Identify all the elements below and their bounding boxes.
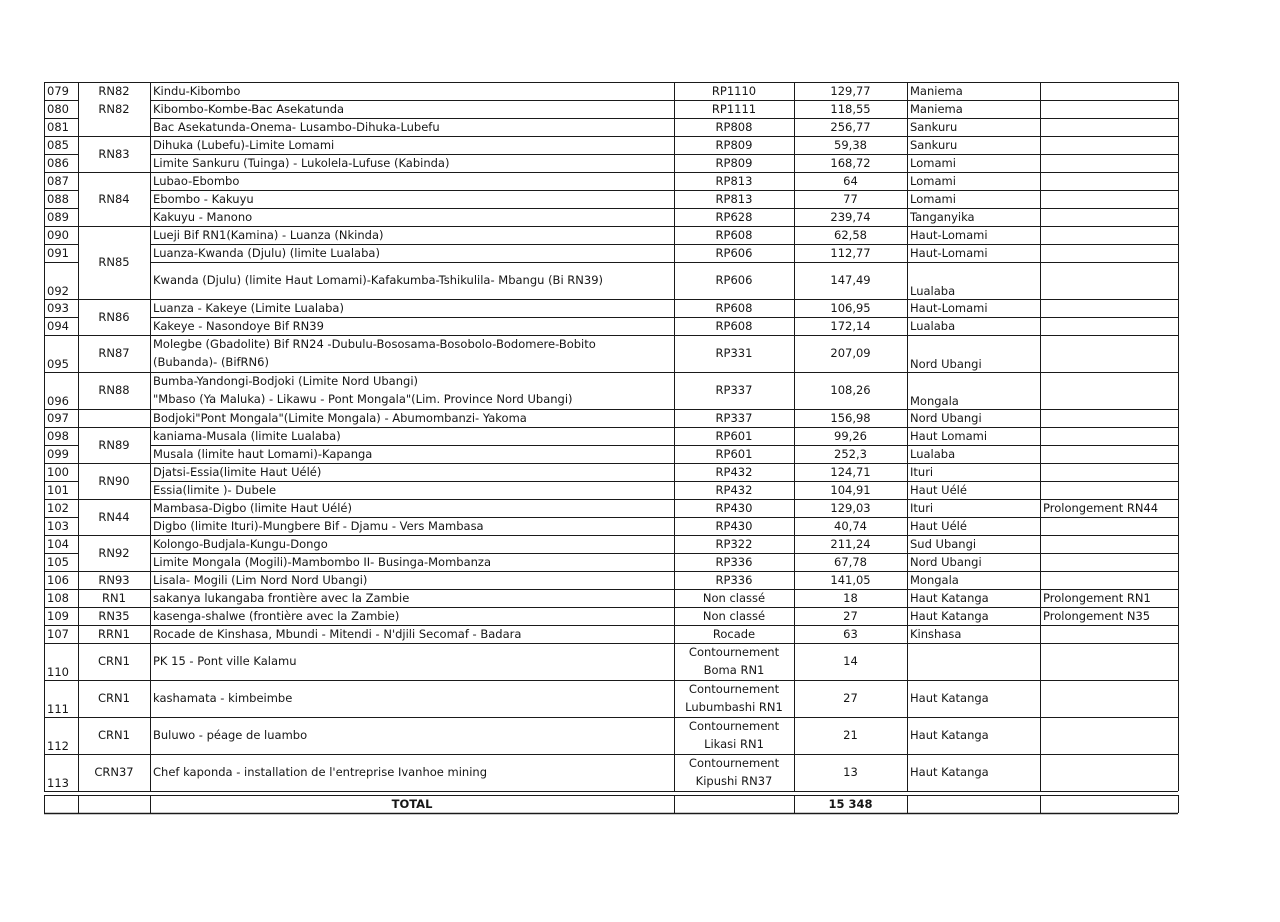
route-description: Kolongo-Budjala-Kungu-Dongo [153, 536, 328, 551]
province: Mongala [910, 394, 959, 408]
road-classification: RP601 [715, 446, 753, 461]
row-number: 086 [47, 155, 69, 170]
observation [1040, 553, 1178, 571]
row-number: 088 [47, 191, 69, 206]
length-km: 141,05 [830, 572, 871, 587]
observation [1040, 717, 1178, 754]
road-number: CRN37 [94, 765, 134, 779]
road-classification-line2: Lubumbashi RN1 [685, 700, 783, 715]
route-description: Molegbe (Gbadolite) Bif RN24 -Dubulu-Bososama-Bosobolo-Bodomere-Bobito [153, 336, 596, 351]
province: Haut Uélé [910, 518, 967, 533]
province: Haut-Lomami [910, 245, 988, 260]
observation: Prolongement RN44 [1043, 500, 1159, 515]
road-classification: RP336 [715, 554, 753, 569]
province: Sud Ubangi [910, 536, 977, 551]
length-km: 239,74 [830, 209, 871, 224]
row-number: 097 [47, 410, 69, 425]
row-number: 106 [47, 572, 69, 587]
province: Haut Katanga [910, 765, 989, 779]
length-km: 99,26 [834, 428, 867, 443]
length-km: 21 [843, 728, 858, 742]
route-description: Luanza - Kakeye (Limite Lualaba) [153, 300, 344, 315]
road-classification: RP322 [715, 536, 753, 551]
route-description: Lueji Bif RN1(Kamina) - Luanza (Nkinda) [153, 227, 384, 242]
province: Nord Ubangi [910, 357, 982, 371]
province: Nord Ubangi [910, 554, 982, 569]
observation: Prolongement RN1 [1043, 590, 1151, 605]
length-km: 27 [843, 608, 858, 623]
length-km: 40,74 [834, 518, 867, 533]
road-classification: RP331 [715, 346, 753, 360]
road-classification: RP808 [715, 119, 753, 134]
route-description: Buluwo - péage de luambo [153, 728, 308, 742]
length-km: 129,77 [830, 83, 871, 98]
length-km: 207,09 [830, 346, 871, 360]
length-km: 112,77 [830, 245, 871, 260]
province: Lualaba [910, 284, 956, 298]
row-number: 100 [47, 464, 69, 479]
observation [1040, 571, 1178, 589]
province: Haut Uélé [910, 482, 967, 497]
row-number: 090 [47, 227, 69, 242]
length-km: 64 [843, 173, 858, 188]
road-classification: Contournement [688, 718, 780, 733]
length-km: 252,3 [834, 446, 867, 461]
observation [1040, 118, 1178, 136]
route-description: Bumba-Yandongi-Bodjoki (Limite Nord Ubangi) [153, 373, 418, 388]
route-description: Lubao-Ebombo [153, 173, 240, 188]
row-number: 079 [47, 83, 69, 98]
road-classification: RP432 [715, 482, 753, 497]
row-number: 098 [47, 428, 69, 443]
province: Nord Ubangi [910, 410, 982, 425]
length-km: 168,72 [830, 155, 871, 170]
observation [1040, 335, 1178, 372]
province: Lualaba [910, 318, 956, 333]
observation [1040, 100, 1178, 118]
road-number: RN88 [98, 383, 130, 397]
observation: Prolongement N35 [1043, 608, 1151, 623]
road-number: RN93 [98, 572, 130, 587]
route-description: Rocade de Kinshasa, Mbundi - Mitendi - N'djili Secomaf - Badara [153, 626, 522, 641]
observation [1040, 409, 1178, 427]
observation [1040, 517, 1178, 535]
observation [1040, 208, 1178, 226]
route-description-line2: (Bubanda)- (BifRN6) [153, 355, 269, 370]
length-km: 77 [843, 191, 858, 206]
length-km: 156,98 [830, 410, 871, 425]
length-km: 147,49 [830, 273, 871, 287]
length-km: 63 [843, 626, 858, 641]
row-number: 110 [47, 665, 69, 679]
route-description: Kakeye - Nasondoye Bif RN39 [153, 318, 324, 333]
observation [1040, 643, 1178, 680]
route-description: Kwanda (Djulu) (limite Haut Lomami)-Kafakumba-Tshikulila- Mbangu (Bi RN39) [153, 273, 604, 287]
route-description: Bac Asekatunda-Onema- Lusambo-Dihuka-Lubefu [153, 119, 440, 134]
total-label: TOTAL [391, 796, 433, 811]
province: Haut Katanga [910, 691, 989, 705]
row-number: 109 [47, 608, 69, 623]
route-description: kashamata - kimbeimbe [153, 691, 293, 705]
route-description: Luanza-Kwanda (Djulu) (limite Lualaba) [153, 245, 380, 260]
road-classification: RP336 [715, 572, 753, 587]
route-description: Limite Sankuru (Tuinga) - Lukolela-Lufuse (Kabinda) [153, 155, 450, 170]
province: Lomami [910, 155, 956, 170]
route-description: Chef kaponda - installation de l'entreprise Ivanhoe mining [153, 765, 487, 779]
road-number: RN82 [98, 101, 130, 116]
row-number: 091 [47, 245, 69, 260]
observation [1040, 317, 1178, 335]
observation [1040, 299, 1178, 317]
observation [1040, 754, 1178, 791]
observation [1040, 427, 1178, 445]
road-number: CRN1 [98, 654, 130, 668]
length-km: 67,78 [834, 554, 867, 569]
road-number: RN83 [98, 146, 130, 161]
road-classification: Rocade [712, 626, 756, 641]
row-number: 102 [47, 500, 69, 515]
route-description: Digbo (limite Ituri)-Mungbere Bif - Djamu - Vers Mambasa [153, 518, 484, 533]
road-classification: RP813 [715, 173, 753, 188]
province: Sankuru [910, 137, 958, 152]
province: Sankuru [910, 119, 958, 134]
observation [1040, 172, 1178, 190]
length-km: 124,71 [830, 464, 871, 479]
road-classification: RP337 [715, 383, 753, 397]
route-description: sakanya lukangaba frontière avec la Zambie [153, 590, 410, 605]
length-km: 106,95 [830, 300, 871, 315]
observation [1040, 244, 1178, 262]
row-number: 092 [47, 284, 69, 298]
road-number: RN84 [98, 191, 130, 206]
province: Ituri [910, 464, 934, 479]
road-number: RN86 [98, 309, 130, 324]
route-description: Djatsi-Essia(limite Haut Uélé) [153, 464, 322, 479]
observation [1040, 154, 1178, 172]
route-description: Essia(limite )- Dubele [153, 482, 277, 497]
road-classification-line2: Kipushi RN37 [695, 774, 773, 789]
province: Lomami [910, 191, 956, 206]
row-number: 081 [47, 119, 69, 134]
length-km: 108,26 [830, 383, 871, 397]
route-description: Bodjoki"Pont Mongala"(Limite Mongala) - Abumombanzi- Yakoma [153, 410, 527, 425]
observation [1040, 226, 1178, 244]
road-classification: RP809 [715, 155, 753, 170]
observation [1040, 481, 1178, 499]
row-number: 111 [47, 702, 69, 716]
province: Lomami [910, 173, 956, 188]
province: Tanganyika [910, 209, 975, 224]
length-km: 211,24 [830, 536, 871, 551]
observation [1040, 445, 1178, 463]
road-classification: RP809 [715, 137, 753, 152]
route-description: Kindu-Kibombo [153, 83, 241, 98]
road-number: RN85 [98, 255, 130, 269]
road-number: RN90 [98, 473, 130, 488]
length-km: 14 [843, 654, 858, 668]
road-classification: RP608 [715, 227, 753, 242]
road-number: RN82 [98, 83, 130, 98]
route-description: Lisala- Mogili (Lim Nord Nord Ubangi) [153, 572, 368, 587]
road-classification: RP601 [715, 428, 753, 443]
road-number: CRN1 [98, 728, 130, 742]
route-description: Ebombo - Kakuyu [153, 191, 254, 206]
province: Ituri [910, 500, 934, 515]
row-number: 085 [47, 137, 69, 152]
road-classification: RP813 [715, 191, 753, 206]
length-km: 104,91 [830, 482, 871, 497]
route-description: kaniama-Musala (limite Lualaba) [153, 428, 341, 443]
row-number: 096 [47, 394, 69, 408]
province: Maniema [910, 101, 963, 116]
length-km: 118,55 [830, 101, 871, 116]
observation [1040, 136, 1178, 154]
row-number: 087 [47, 173, 69, 188]
row-number: 112 [47, 739, 69, 753]
route-description: Musala (limite haut Lomami)-Kapanga [153, 446, 373, 461]
observation [1040, 625, 1178, 643]
road-number: RN35 [98, 608, 130, 623]
province: Haut Katanga [910, 728, 989, 742]
row-number: 107 [47, 626, 69, 641]
road-classification: RP628 [715, 209, 753, 224]
observation [1040, 190, 1178, 208]
row-number: 104 [47, 536, 69, 551]
route-description-line2: "Mbaso (Ya Maluka) - Likawu - Pont Mongala"(Lim. Province Nord Ubangi) [153, 392, 573, 407]
road-number: RN44 [98, 509, 130, 524]
road-classification: Contournement [688, 755, 780, 770]
row-number: 093 [47, 300, 69, 315]
road-classification-line2: Likasi RN1 [704, 737, 764, 752]
province: Mongala [910, 572, 959, 587]
observation [1040, 82, 1178, 100]
length-km: 13 [843, 765, 858, 779]
row-number: 080 [47, 101, 69, 116]
row-number: 108 [47, 590, 69, 605]
road-number: RN1 [102, 590, 126, 605]
road-classification: RP432 [715, 464, 753, 479]
length-km: 256,77 [830, 119, 871, 134]
road-table [44, 82, 1178, 824]
observation [1040, 262, 1178, 299]
route-description: Dihuka (Lubefu)-Limite Lomami [153, 137, 335, 152]
row-number: 105 [47, 554, 69, 569]
road-classification: Contournement [688, 644, 780, 659]
length-km: 18 [843, 590, 858, 605]
row-number: 094 [47, 318, 69, 333]
route-description: PK 15 - Pont ville Kalamu [153, 654, 297, 668]
road-classification: Contournement [688, 681, 780, 696]
province: Maniema [910, 83, 963, 98]
road-number: CRN1 [98, 691, 130, 705]
route-description: Kakuyu - Manono [153, 209, 253, 224]
length-km: 62,58 [834, 227, 867, 242]
road-number: RN89 [98, 437, 130, 452]
route-description: Kibombo-Kombe-Bac Asekatunda [153, 101, 345, 116]
length-km: 172,14 [830, 318, 871, 333]
observation [1040, 372, 1178, 409]
route-description: Limite Mongala (Mogili)-Mambombo II- Businga-Mombanza [153, 554, 492, 569]
road-classification: RP1111 [711, 101, 757, 116]
row-number: 103 [47, 518, 69, 533]
row-number: 099 [47, 446, 69, 461]
row-number: 101 [47, 482, 69, 497]
province: Lualaba [910, 446, 956, 461]
road-number: RRN1 [98, 626, 130, 641]
road-classification: RP1110 [711, 83, 757, 98]
province: Haut-Lomami [910, 300, 988, 315]
road-classification: RP606 [715, 273, 753, 287]
length-km: 129,03 [830, 500, 871, 515]
province: Haut Katanga [910, 590, 989, 605]
route-description: kasenga-shalwe (frontière avec la Zambie) [153, 608, 400, 623]
row-number: 113 [47, 776, 69, 790]
road-classification: RP606 [715, 245, 753, 260]
length-km: 27 [843, 691, 858, 705]
road-classification: RP430 [715, 518, 753, 533]
road-classification: RP608 [715, 300, 753, 315]
observation [1040, 463, 1178, 481]
road-number: RN92 [98, 545, 130, 560]
length-km: 59,38 [834, 137, 867, 152]
road-classification-line2: Boma RN1 [703, 663, 765, 678]
road-classification: RP337 [715, 410, 753, 425]
province: Haut Lomami [910, 428, 988, 443]
road-classification: RP430 [715, 500, 753, 515]
route-description: Mambasa-Digbo (limite Haut Uélé) [153, 500, 352, 515]
road-classification: Non classé [702, 608, 766, 623]
row-number: 095 [47, 357, 69, 371]
row-number: 089 [47, 209, 69, 224]
province: Haut-Lomami [910, 227, 988, 242]
observation [1040, 535, 1178, 553]
observation [1040, 680, 1178, 717]
province [907, 643, 1040, 680]
road-classification: Non classé [702, 590, 766, 605]
road-number: RN87 [98, 346, 130, 360]
road-classification: RP608 [715, 318, 753, 333]
province: Haut Katanga [910, 608, 989, 623]
province: Kinshasa [910, 626, 962, 641]
total-length: 15 348 [828, 796, 873, 811]
